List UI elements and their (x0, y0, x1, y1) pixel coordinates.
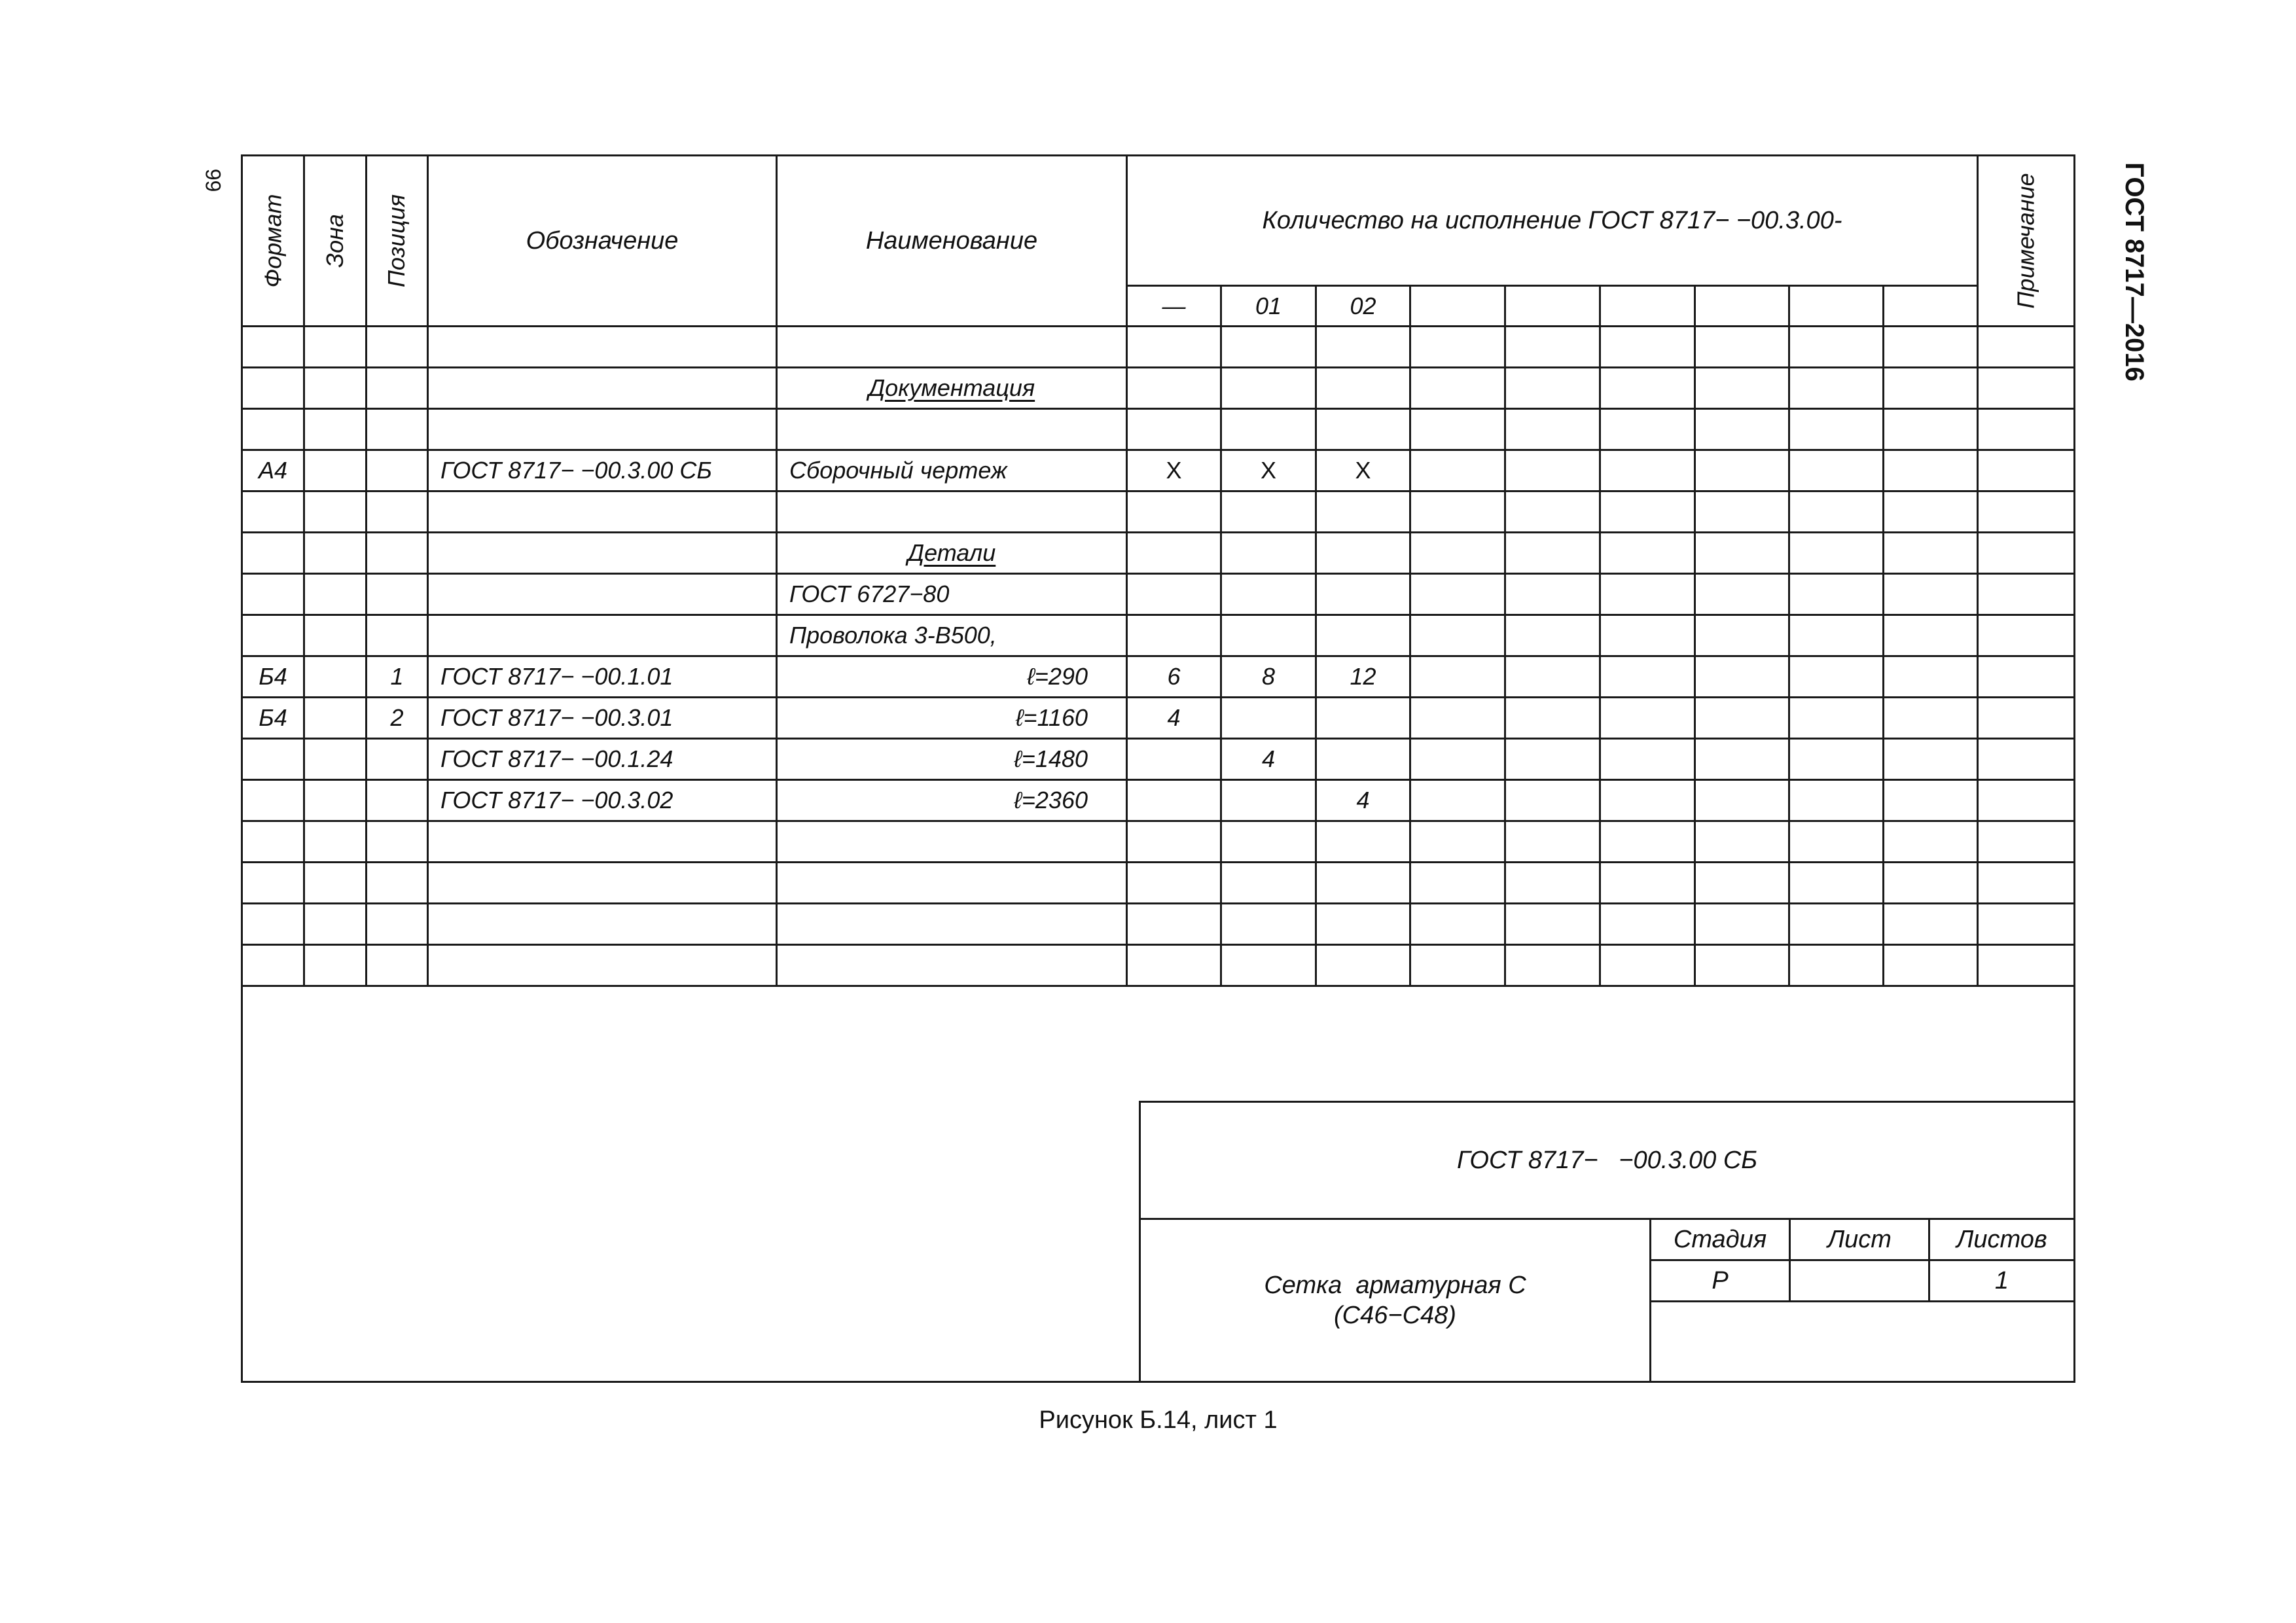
page-number: 99 (201, 168, 225, 192)
table-cell-length: ℓ=290 (1027, 663, 1088, 690)
product-name-line1: Сетка арматурная С (1264, 1272, 1526, 1299)
header-position: Позиция (383, 194, 410, 288)
header-variant-01: 01 (1255, 292, 1282, 319)
title-block-sheets-value: 1 (1994, 1266, 2009, 1294)
title-block-sheet-label: Лист (1827, 1225, 1892, 1253)
table-cell-name: Сборочный чертеж (789, 457, 1007, 484)
title-block-designation: ГОСТ 8717− −00.3.00 СБ (1456, 1146, 1758, 1174)
header-variant-02: 02 (1350, 292, 1376, 319)
section-details: Детали (907, 539, 996, 566)
table-cell-position: 1 (390, 663, 404, 690)
header-zone: Зона (321, 214, 348, 268)
table-cell-qty-base: 6 (1167, 663, 1181, 690)
table-cell-format: Б4 (259, 663, 287, 690)
table-cell-qty-01: 4 (1261, 745, 1276, 772)
table-cell-name: ГОСТ 6727−80 (789, 580, 950, 607)
table-cell-qty-base: 4 (1167, 704, 1181, 731)
table-cell-length: ℓ=2360 (1014, 787, 1088, 813)
section-documentation: Документация (868, 374, 1035, 401)
header-format: Формат (259, 194, 287, 288)
table-cell-qty-02: 4 (1356, 787, 1370, 813)
header-variant-base: — (1162, 292, 1186, 319)
table-cell-qty-base: Х (1166, 457, 1182, 484)
table-cell-designation: ГОСТ 8717− −00.3.01 (440, 704, 673, 731)
title-block-stage-value: Р (1712, 1266, 1729, 1294)
table-cell-qty-01: 8 (1261, 663, 1276, 690)
table-cell-position: 2 (390, 704, 404, 731)
table-cell-designation: ГОСТ 8717− −00.3.00 СБ (440, 457, 712, 484)
table-cell-designation: ГОСТ 8717− −00.1.24 (440, 745, 673, 772)
title-block-stage-label: Стадия (1673, 1225, 1767, 1253)
figure-caption: Рисунок Б.14, лист 1 (1039, 1406, 1278, 1434)
table-cell-qty-01: Х (1260, 457, 1276, 484)
title-block-product-name (1141, 1220, 1649, 1381)
table-cell-designation: ГОСТ 8717− −00.1.01 (440, 663, 673, 690)
table-cell-format: А4 (258, 457, 288, 484)
title-block-sheet-value (1791, 1261, 1928, 1300)
header-designation: Обозначение (526, 226, 679, 255)
header-quantity: Количество на исполнение ГОСТ 8717− −00.3.00- (1262, 206, 1842, 234)
header-name: Наименование (865, 226, 1038, 255)
side-title: ГОСТ 8717—2016 (2119, 162, 2149, 382)
product-name-line2: (С46−С48) (1334, 1302, 1456, 1329)
table-cell-length: ℓ=1160 (1015, 704, 1088, 731)
header-note: Примечание (2012, 173, 2039, 309)
table-cell-name: Проволока 3-В500, (789, 622, 997, 649)
table-cell-length: ℓ=1480 (1014, 745, 1088, 772)
table-cell-format: Б4 (259, 704, 287, 731)
table-cell-qty-02: 12 (1350, 663, 1376, 690)
title-block-sheets-label: Листов (1956, 1225, 2047, 1253)
table-cell-qty-02: Х (1355, 457, 1371, 484)
table-cell-designation: ГОСТ 8717− −00.3.02 (440, 787, 673, 813)
